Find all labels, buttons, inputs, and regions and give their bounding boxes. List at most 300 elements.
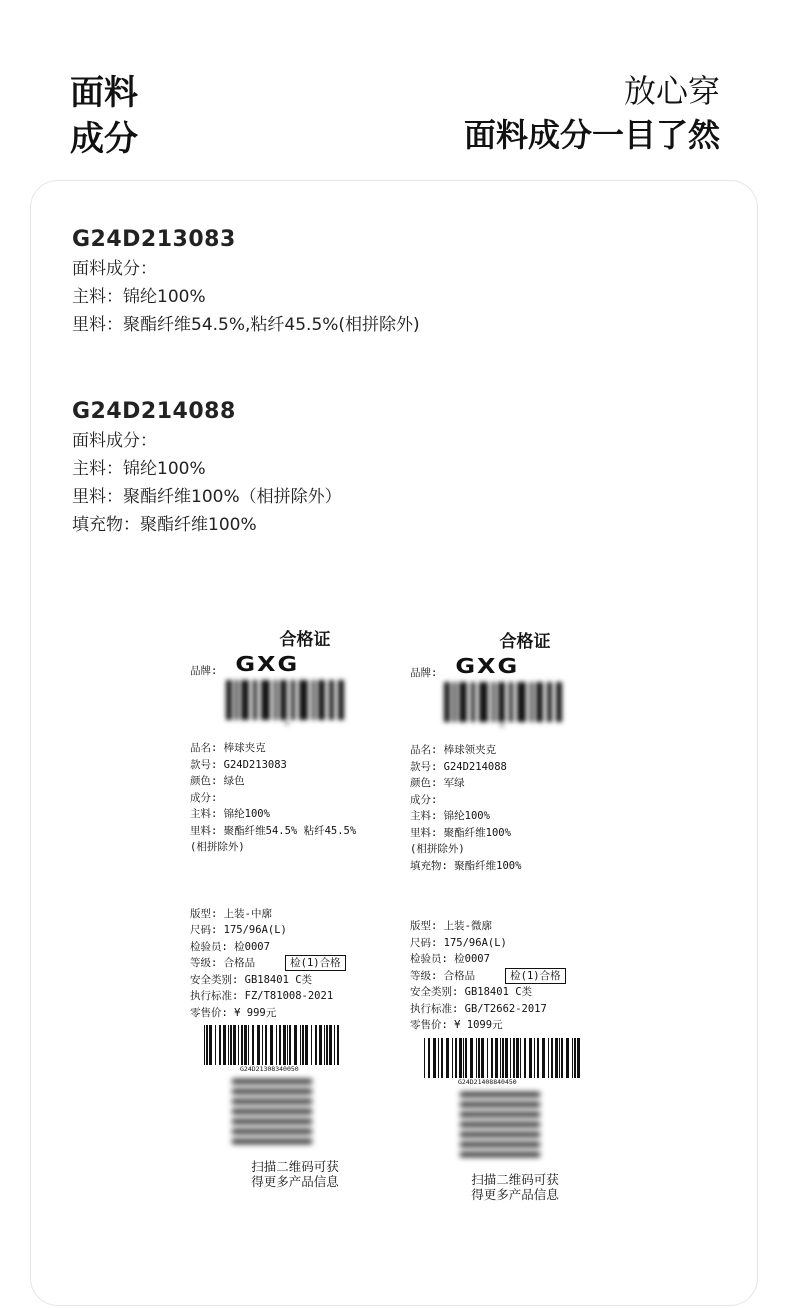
composition-line: 里料：聚酯纤维100%（相拼除外） <box>72 487 342 507</box>
barcode-bar <box>244 1025 247 1065</box>
qr-module <box>480 1152 485 1157</box>
barcode-bar <box>433 1038 436 1078</box>
barcode-bar <box>561 1038 563 1078</box>
qr-module <box>485 1092 490 1097</box>
qr-module <box>287 1129 292 1134</box>
qr-module <box>272 1109 277 1114</box>
qr-module <box>480 1122 485 1127</box>
header-title-line2: 成分 <box>70 119 138 159</box>
qr-module <box>252 1079 257 1084</box>
qr-module <box>510 1122 515 1127</box>
barcode-bar <box>524 1038 526 1078</box>
qr-module <box>247 1099 252 1104</box>
qr-module <box>277 1099 282 1104</box>
qr-module <box>535 1142 540 1147</box>
qr-module <box>530 1092 535 1097</box>
barcode-bar <box>334 1025 335 1065</box>
qr-module <box>292 1119 297 1124</box>
barcode-bar <box>495 1038 498 1078</box>
tag-info-line: 款号: G24D213083 <box>190 758 287 771</box>
qr-module <box>485 1102 490 1107</box>
tag-price-line: 零售价: ¥ 999元 <box>190 1006 277 1019</box>
qr-module <box>307 1079 312 1084</box>
qr-module <box>292 1109 297 1114</box>
qr-module <box>242 1089 247 1094</box>
qr-module <box>292 1089 297 1094</box>
qr-module <box>460 1102 465 1107</box>
tag-info-line: 成分: <box>190 791 218 804</box>
scan-hint-line2: 得更多产品信息 <box>471 1186 559 1202</box>
qr-module <box>505 1132 510 1137</box>
qr-module <box>287 1109 292 1114</box>
barcode-bar <box>230 1025 232 1065</box>
qr-module <box>277 1089 282 1094</box>
qr-module <box>485 1112 490 1117</box>
barcode-bar <box>324 1025 325 1065</box>
header-slogan <box>464 70 720 158</box>
composition-line: 面料成分： <box>72 259 157 279</box>
scan-hint <box>390 1172 640 1202</box>
qr-module <box>272 1089 277 1094</box>
barcode-bar <box>215 1025 216 1065</box>
tag-spec-line: 安全类别: GB18401 C类 <box>410 986 533 998</box>
scan-hint <box>170 1159 420 1189</box>
qr-module <box>490 1152 495 1157</box>
qr-module <box>302 1119 307 1124</box>
qr-module <box>297 1089 302 1094</box>
qr-module <box>272 1129 277 1134</box>
qr-module <box>505 1092 510 1097</box>
barcode-bar <box>534 1038 535 1078</box>
barcode-bar <box>279 1025 281 1065</box>
blurred-barcode <box>440 680 570 728</box>
qr-module <box>505 1112 510 1117</box>
tag-spec-line: 尺码: 175/96A(L) <box>410 936 507 949</box>
barcode-bar <box>520 1038 521 1078</box>
qr-module <box>460 1092 465 1097</box>
qr-module <box>505 1142 510 1147</box>
inspection-stamp: 检(1)合格 <box>285 955 345 971</box>
qr-module <box>257 1119 262 1124</box>
qr-module <box>252 1119 257 1124</box>
qr-module <box>267 1139 272 1144</box>
qr-module <box>530 1132 535 1137</box>
composition-line: 里料：聚酯纤维54.5%,粘纤45.5%(相拼除外) <box>72 315 420 335</box>
tag-info-line: 填充物: 聚酯纤维100% <box>410 859 522 872</box>
qr-module <box>232 1109 237 1114</box>
tag-info-line: 成分: <box>410 793 438 806</box>
qr-module <box>282 1139 287 1144</box>
qr-module <box>257 1079 262 1084</box>
tag-info-line: 主料: 锦纶100% <box>410 810 490 822</box>
composition-line: 主料：锦纶100% <box>72 287 206 307</box>
qr-module <box>307 1139 312 1144</box>
qr-module <box>237 1089 242 1094</box>
qr-module <box>247 1089 252 1094</box>
qr-module <box>237 1129 242 1134</box>
qr-module <box>485 1152 490 1157</box>
qr-module <box>247 1139 252 1144</box>
tag-grade-row <box>190 955 420 972</box>
qr-module <box>307 1099 312 1104</box>
qr-module <box>480 1132 485 1137</box>
qr-module <box>490 1112 495 1117</box>
qr-module <box>302 1109 307 1114</box>
product-composition-2 <box>72 397 342 539</box>
qr-module <box>510 1142 515 1147</box>
barcode-bar <box>513 1038 515 1078</box>
qr-module <box>282 1129 287 1134</box>
qr-module <box>530 1102 535 1107</box>
barcode-bar <box>470 1038 473 1078</box>
qr-module <box>525 1152 530 1157</box>
qr-module <box>277 1119 282 1124</box>
qr-module <box>232 1079 237 1084</box>
qr-module <box>272 1079 277 1084</box>
barcode-bar <box>548 1038 549 1078</box>
qr-module <box>257 1129 262 1134</box>
qr-module <box>465 1122 470 1127</box>
barcode-bar <box>438 1038 439 1078</box>
barcode-bar <box>276 1025 277 1065</box>
barcode-bar <box>551 1038 553 1078</box>
qr-module <box>287 1139 292 1144</box>
qr-code <box>460 1092 540 1162</box>
barcode-bar <box>252 1025 254 1065</box>
tag-info-line: 里料: 聚酯纤维100% <box>410 826 511 839</box>
qr-module <box>302 1099 307 1104</box>
qr-module <box>530 1122 535 1127</box>
qr-module <box>495 1092 500 1097</box>
qr-module <box>520 1092 525 1097</box>
qr-module <box>490 1142 495 1147</box>
qr-module <box>242 1129 247 1134</box>
header-title-line1: 面料 <box>70 73 138 113</box>
qr-module <box>475 1142 480 1147</box>
qr-module <box>490 1092 495 1097</box>
qr-module <box>297 1139 302 1144</box>
qr-module <box>302 1089 307 1094</box>
retail-barcode <box>422 1038 582 1082</box>
qr-module <box>252 1139 257 1144</box>
tag-spec-line: 执行标准: FZ/T81008-2021 <box>190 990 334 1002</box>
barcode-bar <box>337 1025 339 1065</box>
tag-spec-line: 安全类别: GB18401 C类 <box>190 973 313 986</box>
qr-module <box>500 1142 505 1147</box>
barcode-bar <box>559 1038 560 1078</box>
scan-hint-line1: 扫描二维码可获 <box>471 1171 559 1187</box>
qr-module <box>515 1092 520 1097</box>
barcode-bar <box>294 1025 297 1065</box>
barcode-bar <box>510 1038 511 1078</box>
qr-module <box>257 1099 262 1104</box>
tag-spec-line: 版型: 上装-中廓 <box>190 907 272 920</box>
qr-module <box>307 1119 312 1124</box>
qr-module <box>282 1119 287 1124</box>
qr-module <box>470 1112 475 1117</box>
barcode-bar <box>446 1038 449 1078</box>
barcode-bar <box>502 1038 504 1078</box>
qr-module <box>495 1132 500 1137</box>
qr-module <box>495 1142 500 1147</box>
inspection-stamp: 检(1)合格 <box>505 968 565 984</box>
qr-module <box>500 1152 505 1157</box>
qr-module <box>470 1152 475 1157</box>
barcode-bar <box>302 1025 304 1065</box>
tag-info-line: (相拼除外) <box>410 843 465 855</box>
qr-module <box>277 1109 282 1114</box>
qr-module <box>530 1152 535 1157</box>
brand-label: 品牌: <box>190 665 218 677</box>
qr-module <box>237 1139 242 1144</box>
barcode-bar <box>204 1025 205 1065</box>
qr-module <box>272 1139 277 1144</box>
qr-module <box>307 1109 312 1114</box>
qr-module <box>272 1119 277 1124</box>
barcode-bar <box>287 1025 288 1065</box>
qr-module <box>475 1152 480 1157</box>
barcode-bar <box>228 1025 229 1065</box>
tag-spec-line: 尺码: 175/96A(L) <box>190 924 287 936</box>
qr-module <box>247 1129 252 1134</box>
qr-module <box>495 1152 500 1157</box>
barcode-bar <box>326 1025 328 1065</box>
qr-module <box>257 1089 262 1094</box>
barcode-bar <box>463 1038 464 1078</box>
qr-module <box>272 1099 277 1104</box>
barcode-bar <box>505 1038 508 1078</box>
qr-module <box>252 1109 257 1114</box>
qr-module <box>237 1099 242 1104</box>
tag-info-line: 品名: 棒球夹克 <box>190 742 266 754</box>
qr-module <box>520 1152 525 1157</box>
qr-module <box>535 1132 540 1137</box>
qr-module <box>297 1119 302 1124</box>
barcode-bar <box>452 1038 453 1078</box>
qr-module <box>495 1112 500 1117</box>
qr-module <box>237 1109 242 1114</box>
qr-module <box>490 1102 495 1107</box>
qr-module <box>302 1079 307 1084</box>
barcode-bar <box>223 1025 226 1065</box>
barcode-number: G24D21408840450 <box>458 1077 517 1086</box>
qr-module <box>287 1119 292 1124</box>
qr-module <box>510 1112 515 1117</box>
tag-spec-line: 执行标准: GB/T2662-2017 <box>410 1002 547 1015</box>
qr-module <box>267 1099 272 1104</box>
qr-module <box>465 1152 470 1157</box>
qr-module <box>297 1099 302 1104</box>
barcode-bar <box>424 1038 425 1078</box>
qr-module <box>262 1129 267 1134</box>
qr-module <box>495 1122 500 1127</box>
qr-module <box>307 1089 312 1094</box>
qr-module <box>282 1079 287 1084</box>
barcode-bar <box>566 1038 569 1078</box>
tag-info-line: 品名: 棒球领夹克 <box>410 744 497 756</box>
qr-module <box>515 1112 520 1117</box>
qr-module <box>465 1112 470 1117</box>
qr-module <box>257 1139 262 1144</box>
barcode-bar <box>555 1038 558 1078</box>
tag-info-line: 颜色: 军绿 <box>410 777 465 789</box>
qr-module <box>232 1089 237 1094</box>
qr-module <box>257 1109 262 1114</box>
qr-module <box>490 1132 495 1137</box>
qr-module <box>530 1112 535 1117</box>
qr-module <box>480 1112 485 1117</box>
qr-module <box>242 1079 247 1084</box>
qr-module <box>510 1092 515 1097</box>
qr-module <box>510 1102 515 1107</box>
tag-info-line: 颜色: 绿色 <box>190 775 245 787</box>
qr-module <box>465 1102 470 1107</box>
qr-module <box>292 1099 297 1104</box>
qr-module <box>292 1079 297 1084</box>
qr-module <box>460 1122 465 1127</box>
brand-row <box>410 652 640 680</box>
brand-label: 品牌: <box>410 667 438 679</box>
qr-module <box>262 1089 267 1094</box>
brand-row <box>190 650 420 678</box>
tag-spec-line: 版型: 上装-微廓 <box>410 920 492 932</box>
slogan-main: 面料成分一目了然 <box>463 116 720 154</box>
qr-module <box>475 1112 480 1117</box>
qr-module <box>505 1122 510 1127</box>
qr-module <box>515 1122 520 1127</box>
qr-module <box>297 1129 302 1134</box>
tag-title: 合格证 <box>499 632 551 652</box>
qr-module <box>505 1152 510 1157</box>
qr-module <box>485 1142 490 1147</box>
barcode-bar <box>516 1038 519 1078</box>
qr-module <box>470 1122 475 1127</box>
qr-module <box>242 1119 247 1124</box>
barcode-bar <box>248 1025 249 1065</box>
barcode-bar <box>428 1038 430 1078</box>
qr-module <box>515 1102 520 1107</box>
qr-module <box>500 1102 505 1107</box>
product-composition-1 <box>72 225 420 339</box>
barcode-bar <box>300 1025 301 1065</box>
qr-module <box>510 1132 515 1137</box>
qr-module <box>480 1092 485 1097</box>
barcode-number: G24D21308340050 <box>240 1065 299 1073</box>
qr-module <box>247 1119 252 1124</box>
qr-module <box>535 1122 540 1127</box>
barcode-bar <box>441 1038 443 1078</box>
barcode-bar <box>283 1025 286 1065</box>
composition-line: 面料成分： <box>72 431 157 451</box>
barcode-bar <box>209 1025 212 1065</box>
qr-module <box>460 1132 465 1137</box>
qr-module <box>262 1099 267 1104</box>
qr-module <box>247 1109 252 1114</box>
qr-module <box>242 1109 247 1114</box>
qr-module <box>515 1142 520 1147</box>
qr-module <box>267 1089 272 1094</box>
qr-module <box>292 1129 297 1134</box>
qr-module <box>485 1122 490 1127</box>
qr-module <box>465 1132 470 1137</box>
barcode-bar <box>529 1038 532 1078</box>
qr-module <box>510 1152 515 1157</box>
qr-module <box>297 1079 302 1084</box>
qr-module <box>237 1119 242 1124</box>
qr-module <box>475 1122 480 1127</box>
barcode-bar <box>537 1038 539 1078</box>
composition-line: 主料：锦纶100% <box>72 459 206 479</box>
tag-spec-line: 检验员: 检0007 <box>190 940 270 953</box>
slogan-sub: 放心穿 <box>623 72 720 110</box>
qr-module <box>302 1129 307 1134</box>
barcode-bar <box>270 1025 273 1065</box>
qr-module <box>307 1129 312 1134</box>
certificate-tag-1 <box>190 625 420 1189</box>
barcode-bar <box>241 1025 243 1065</box>
barcode-bar <box>572 1038 573 1078</box>
qr-module <box>535 1092 540 1097</box>
tag-info-line: 里料: 聚酯纤维54.5% 粘纤45.5% <box>190 824 357 837</box>
qr-module <box>475 1092 480 1097</box>
qr-module <box>490 1122 495 1127</box>
qr-module <box>267 1079 272 1084</box>
barcode-bar <box>491 1038 493 1078</box>
qr-module <box>520 1142 525 1147</box>
qr-module <box>287 1089 292 1094</box>
qr-module <box>515 1132 520 1137</box>
barcode-bar <box>206 1025 208 1065</box>
qr-module <box>460 1112 465 1117</box>
qr-module <box>515 1152 520 1157</box>
qr-module <box>247 1079 252 1084</box>
qr-module <box>252 1129 257 1134</box>
qr-module <box>242 1139 247 1144</box>
barcode-bar <box>329 1025 332 1065</box>
tag-grade-row <box>410 968 640 985</box>
barcode-bar <box>455 1038 457 1078</box>
qr-module <box>470 1102 475 1107</box>
qr-module <box>500 1132 505 1137</box>
qr-module <box>292 1139 297 1144</box>
qr-module <box>277 1129 282 1134</box>
qr-module <box>525 1102 530 1107</box>
tag-grade: 等级: 合格品 <box>410 969 476 982</box>
retail-barcode <box>202 1025 342 1069</box>
qr-module <box>302 1139 307 1144</box>
qr-module <box>525 1142 530 1147</box>
barcode-bar <box>311 1025 312 1065</box>
qr-module <box>232 1099 237 1104</box>
qr-module <box>460 1152 465 1157</box>
qr-module <box>525 1112 530 1117</box>
qr-module <box>475 1102 480 1107</box>
qr-module <box>535 1152 540 1157</box>
barcode-bar <box>500 1038 501 1078</box>
qr-module <box>495 1102 500 1107</box>
barcode-bar <box>476 1038 477 1078</box>
qr-module <box>262 1119 267 1124</box>
qr-module <box>520 1102 525 1107</box>
barcode-bar <box>219 1025 221 1065</box>
qr-module <box>267 1129 272 1134</box>
barcode-bar <box>487 1038 488 1078</box>
scan-hint-line2: 得更多产品信息 <box>251 1174 339 1189</box>
barcode-bar <box>262 1025 263 1065</box>
qr-module <box>252 1089 257 1094</box>
qr-module <box>480 1142 485 1147</box>
qr-module <box>262 1079 267 1084</box>
